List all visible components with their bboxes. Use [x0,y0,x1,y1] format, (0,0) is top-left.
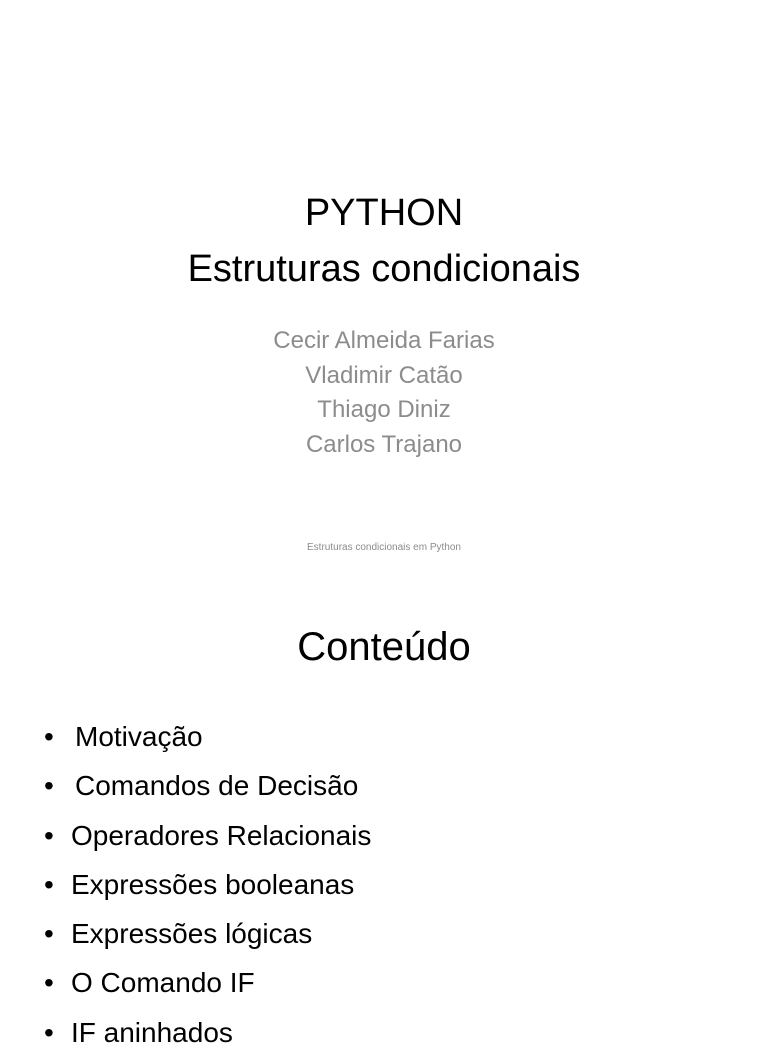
author-name: Cecir Almeida Farias [273,327,495,354]
list-item-label: O Comando IF [71,967,255,999]
bullet-icon: • [44,819,54,851]
bullet-icon: • [44,1016,54,1048]
list-item [44,811,371,860]
author-name: Vladimir Catão [305,362,463,389]
list-item [44,761,371,810]
bullet-icon: • [44,918,54,950]
bullet-icon: • [44,967,54,999]
bullet-icon: • [44,770,54,802]
list-item [44,860,371,909]
list-item-label: IF aninhados [71,1016,233,1048]
list-item [44,958,371,1007]
list-item-label: Comandos de Decisão [75,770,359,802]
list-item-label: Operadores Relacionais [71,819,372,851]
list-item [44,909,371,958]
author-name: Thiago Diniz [317,396,451,423]
list-item-label: Expressões lógicas [71,918,313,950]
presentation-title: PYTHON [304,192,464,234]
bullet-icon: • [44,868,54,900]
list-item-label: Motivação [75,721,203,752]
slide-footer: Estruturas condicionais em Python [307,542,461,553]
contents-title: Conteúdo [297,625,471,669]
contents-list [44,712,371,1057]
bullet-icon: • [44,721,54,752]
presentation-subtitle: Estruturas condicionais [187,248,581,290]
author-name: Carlos Trajano [305,431,463,458]
list-item [44,712,371,761]
list-item-label: Expressões booleanas [71,868,355,900]
list-item [44,1008,371,1057]
